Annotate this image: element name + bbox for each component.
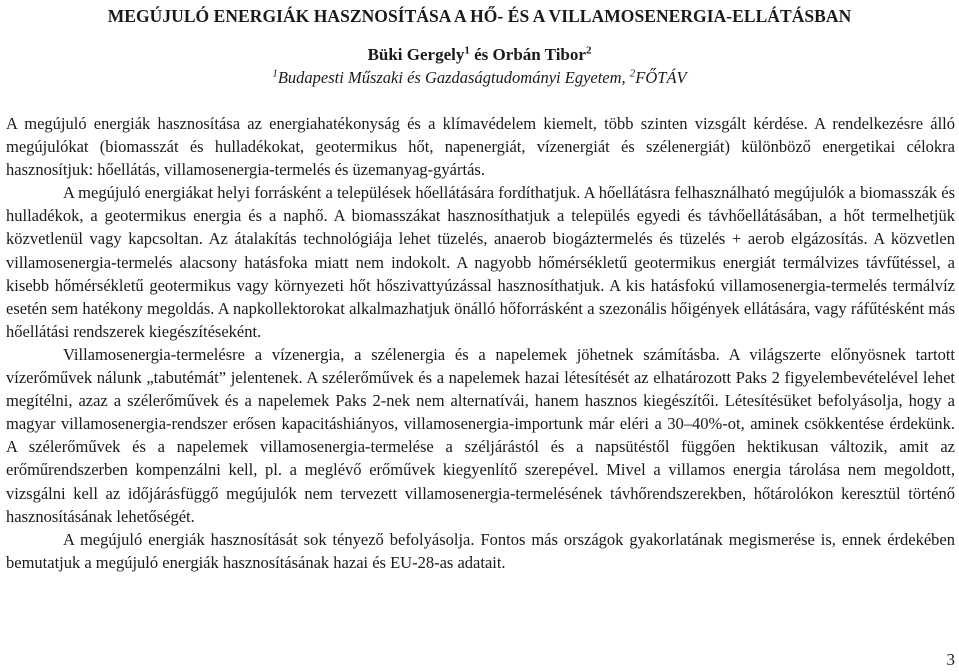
author-joiner: és [469, 45, 493, 64]
author-line [0, 45, 959, 65]
abstract-paragraph: A megújuló energiák hasznosítása az energiahatékonyság és a klímavédelem kiemelt, több szinten vizsgált kérdése. A rendelkezésre álló megújulókat (biomasszát és hulladékokat, geotermikus hőt, napenergiát, vízenergiát és szélenergiát) különböző energetikai célokra hasznosítjuk: hőellátás, villamosenergia-termelés és üzemanyag-gyártás. [6, 114, 955, 180]
affiliation-mark: 2 [585, 44, 592, 57]
abstract-paragraph: Villamosenergia-termelésre a vízenergia, a szélenergia és a napelemek jöhetnek számításba. A világszerte előnyösnek tartott vízerőművek nálunk „tabutémát” jelentenek. A szélerőművek és a napelemek hazai létesítését az elhatározott Paks 2 figyelembevételével lehet megítélni, azaz a szélerőművek és a napelemek Paks 2-nek nem alternatívái, hanem hasznos kiegészítői. Létesítésüket befolyásolja, hogy a magyar villamosenergia-rendszer erősen kapacitáshiányos, villamosenergia-importunk már eléri a 30–40%-ot, aminek csökkentése érdekünk. A szélerőművek és a napelemek villamosenergia-termelése a széljárástól és a napsütéstől függően hektikusan változik, amit az erőműrendszerben kompenzálni kell, pl. a meglévő erőművek kiegyenlítő szerepével. Mivel a villamos energia tárolása nem megoldott, vizsgálni kell az időjárásfüggő megújulók nem tervezett villamosenergia-termelésének távhőrendszerekben, hőtárolókon keresztül történő hasznosításának lehetőségét. [6, 344, 955, 526]
affiliation-name: FŐTÁV [635, 68, 687, 87]
abstract-paragraph: A megújuló energiákat helyi forrásként a települések hőellátására fordíthatjuk. A hőellátásra felhasználható megújulók a biomasszák és hulladékok, a geotermikus energia és a naphő. A biomasszákat hasznosíthatjuk a település egyedi és távhőellátásában, a hőt termelhetjük közvetlenül vagy kapcsoltan. Az átalakítás technológiája lehet tüzelés, anaerob biogáztermelés és tüzelés + aerob elgázosítás. A közvetlen villamosenergia-termelés alacsony hatásfoka miatt nem indokolt. A nagyobb hőmérsékletű geotermikus energiát termálvizes távfűtéssel, a kisebb hőmérsékletű geotermikus vagy környezeti hőt hőszivattyúzással hasznosíthatjuk. A kis hatásfokú villamosenergia-termelés termálvíz esetén sem hatékony megoldás. A napkollektorokat alkalmazhatjuk önálló hőforrásként a szezonális hőigények ellátására, vagy ráfűtésként más hőellátási rendszerek kiegészítéseként. [6, 183, 955, 341]
paper-title: MEGÚJULÓ ENERGIÁK HASZNOSÍTÁSA A HŐ- ÉS A VILLAMOSENERGIA-ELLÁTÁSBAN [107, 6, 852, 26]
page-number: 3 [946, 650, 955, 669]
affiliation-mark: 1 [464, 44, 470, 57]
author-name: Büki Gergely [367, 45, 465, 64]
author-name: Orbán Tibor [492, 45, 586, 64]
affiliation-mark: 2 [629, 67, 636, 80]
affiliation-line [0, 68, 959, 88]
abstract-body [6, 112, 955, 574]
affiliation-name: Budapesti Műszaki és Gazdaságtudományi Egyetem, [277, 68, 630, 87]
affiliation-mark: 1 [272, 67, 278, 80]
abstract-paragraph: A megújuló energiák hasznosítását sok tényező befolyásolja. Fontos más országok gyakorlatának megismerése is, ennek érdekében bemutatjuk a megújuló energiák hasznosításának hazai és EU-28-as adatait. [6, 529, 955, 572]
